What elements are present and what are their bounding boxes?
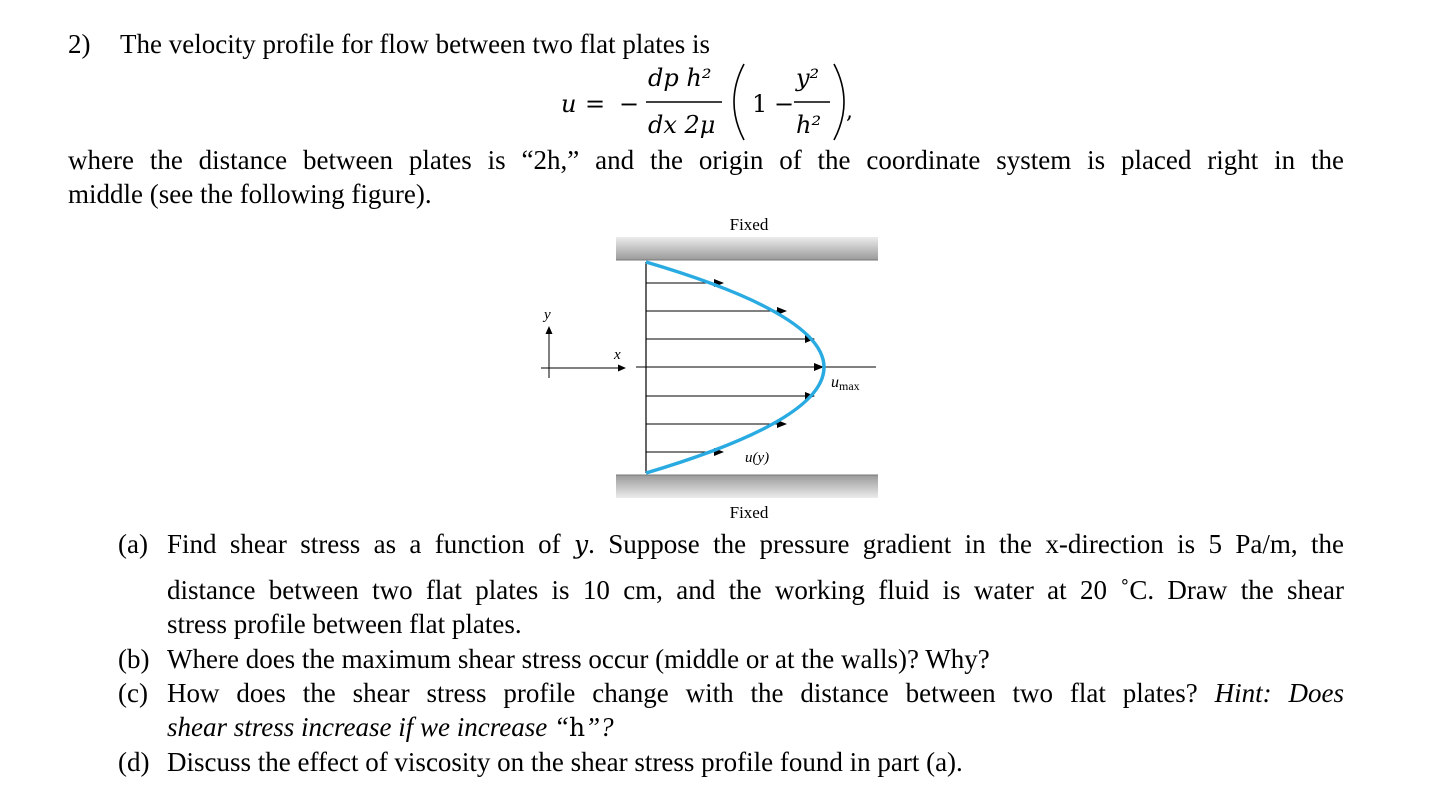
eq-lhs: u xyxy=(561,90,577,118)
part-c-tag: (c) xyxy=(118,678,148,708)
part-c-line-1: How does the shear stress profile change with the distance between two flat plates? Hint: Does xyxy=(167,678,1345,708)
part-b-tag: (b) xyxy=(118,644,150,674)
top-plate xyxy=(616,237,878,260)
description-line-1: where the distance between plates is “2h,” and the origin of the coordinate system is placed right in the xyxy=(68,145,1344,175)
part-a-tag: (a) xyxy=(118,529,148,559)
eq-num1: dp h² xyxy=(648,64,712,92)
description-line-2: middle (see the following figure). xyxy=(68,179,432,209)
problem-number: 2) xyxy=(68,29,91,59)
part-a-var-y: y xyxy=(574,530,589,559)
eq-trailing-comma: , xyxy=(846,99,853,124)
y-axis-label: y xyxy=(544,307,551,323)
x-axis-label: x xyxy=(614,347,621,363)
part-a-line-3: stress profile between flat plates. xyxy=(167,609,522,639)
umax-label: umax xyxy=(831,374,860,393)
bottom-plate-label: Fixed xyxy=(729,503,769,522)
part-d-tag: (d) xyxy=(118,747,150,777)
top-plate-label: Fixed xyxy=(729,215,769,234)
eq-den2: h² xyxy=(796,111,822,139)
eq-num2: y² xyxy=(796,64,820,92)
eq-one: 1 xyxy=(752,90,768,118)
part-d-line-1: Discuss the effect of viscosity on the shear stress profile found in part (a). xyxy=(167,747,963,777)
problem-intro: The velocity profile for flow between two flat plates is xyxy=(120,29,711,59)
part-b-line-1: Where does the maximum shear stress occur (middle or at the walls)? Why? xyxy=(167,644,990,674)
bottom-plate xyxy=(616,475,878,498)
eq-equals: = xyxy=(585,90,606,118)
eq-minus: − xyxy=(619,90,640,118)
part-a-line-1: Find shear stress as a function of y. Suppose the pressure gradient in the x-direction is 5 Pa/m, the xyxy=(167,529,1345,559)
eq-den1: dx 2μ xyxy=(648,111,716,139)
uy-label: u(y) xyxy=(745,450,770,466)
part-c-line-2: shear stress increase if we increase “h”? xyxy=(167,712,614,742)
part-a-line-2: distance between two flat plates is 10 cm, and the working fluid is water at 20 ˚C. Draw the shear xyxy=(167,575,1344,605)
eq-minus2: − xyxy=(774,90,795,118)
